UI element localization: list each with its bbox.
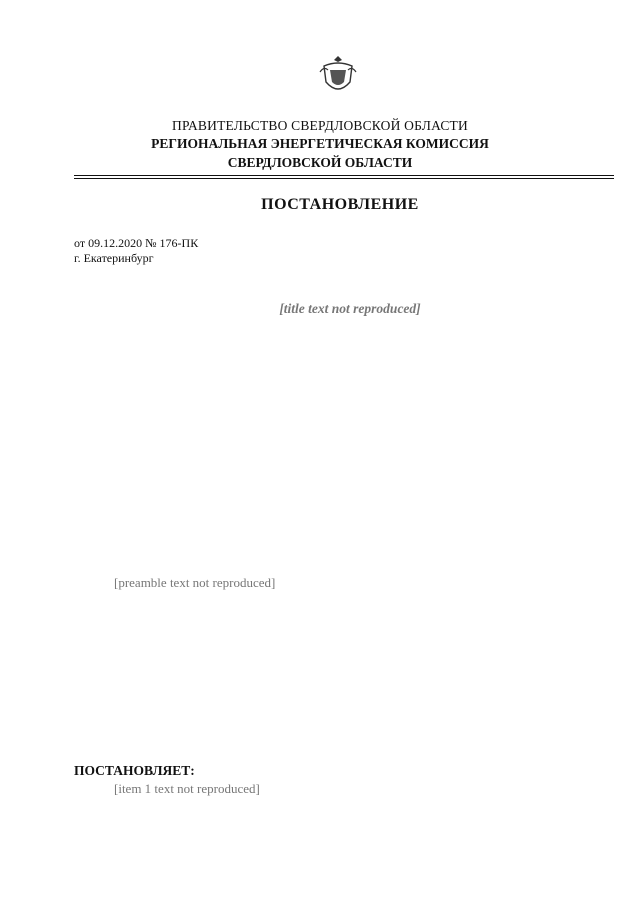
commission-name-line1: РЕГИОНАЛЬНАЯ ЭНЕРГЕТИЧЕСКАЯ КОМИССИЯ <box>151 136 489 151</box>
document-city: г. Екатеринбург <box>74 251 154 265</box>
commission-name-line2: СВЕРДЛОВСКОЙ ОБЛАСТИ <box>227 155 413 170</box>
document-title <box>80 300 620 317</box>
coat-of-arms-icon <box>318 52 358 100</box>
document-date-number: от 09.12.2020 № 176-ПК <box>74 236 199 250</box>
document-type: ПОСТАНОВЛЕНИЕ <box>261 196 419 213</box>
preamble-paragraph: [preamble text not reproduced] <box>114 575 276 590</box>
resolution-item-1: [item 1 text not reproduced] <box>114 781 260 796</box>
document-preamble <box>74 575 614 591</box>
header-divider-top <box>74 175 614 176</box>
government-name: ПРАВИТЕЛЬСТВО СВЕРДЛОВСКОЙ ОБЛАСТИ <box>172 118 468 133</box>
resolves-label: ПОСТАНОВЛЯЕТ: <box>74 763 195 778</box>
header-divider-bottom <box>74 178 614 179</box>
document-title-text: [title text not reproduced] <box>279 301 421 316</box>
